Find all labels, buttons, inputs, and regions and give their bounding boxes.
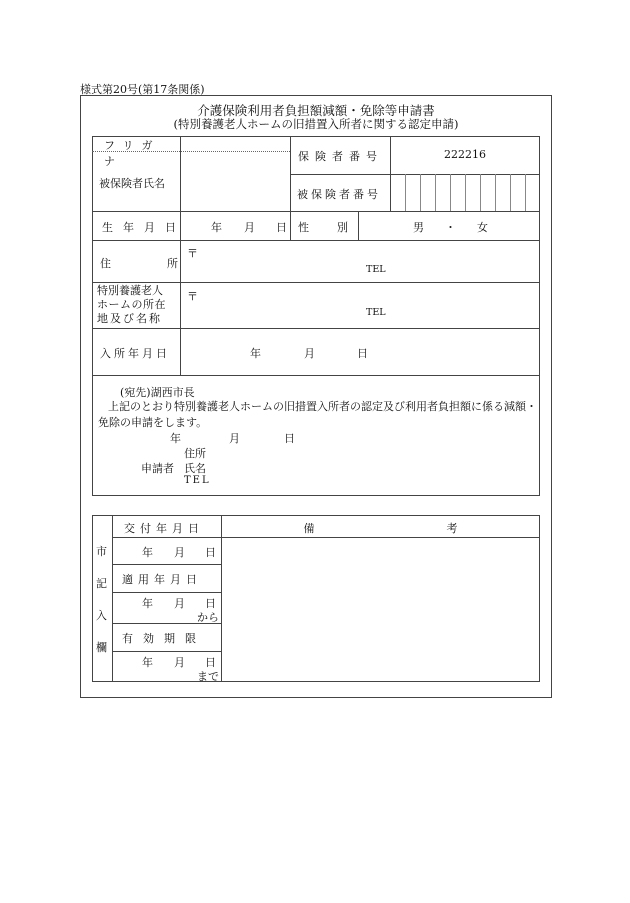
office-side-label-4: 欄 xyxy=(96,641,107,654)
facility-label-line: ホームの所在 xyxy=(97,298,166,311)
effective-day: 日 xyxy=(205,597,216,610)
center-column-divider xyxy=(290,136,291,240)
digit-box-line xyxy=(450,174,451,211)
insured-number-label: 被保険者番号 xyxy=(297,188,381,201)
form-subtitle: (特別養護老人ホームの旧措置入所者に関する認定申請) xyxy=(173,117,459,131)
form-title: 介護保険利用者負担額減額・免除等申請書 xyxy=(197,103,435,118)
validity-day: 日 xyxy=(205,656,216,669)
insurer-divider xyxy=(290,174,540,175)
office-remarks-divider xyxy=(221,515,222,682)
statement xyxy=(98,399,538,431)
facility-tel-label: TEL xyxy=(366,307,386,318)
applicant-address-label: 住所 xyxy=(184,447,206,460)
digit-box-line xyxy=(405,174,406,211)
admission-day: 日 xyxy=(357,347,368,360)
address-postal-mark: 〒 xyxy=(187,247,198,260)
birth-month: 月 xyxy=(244,221,255,234)
office-row-divider xyxy=(112,651,221,652)
row-divider-1 xyxy=(92,211,540,212)
row-divider-2 xyxy=(92,240,540,241)
office-side-label-3: 入 xyxy=(96,609,107,622)
validity-year: 年 xyxy=(142,656,153,669)
addressee: (宛先)湖西市長 xyxy=(120,386,195,399)
office-side-divider xyxy=(112,515,113,682)
birth-day: 日 xyxy=(276,221,287,234)
office-use-table xyxy=(92,515,540,682)
office-side-label-1: 市 xyxy=(96,545,107,558)
form-number: 様式第20号(第17条関係) xyxy=(80,83,205,96)
insurer-number-value: 222216 xyxy=(444,148,486,161)
row-divider-4 xyxy=(92,328,540,329)
apply-year: 年 xyxy=(170,432,181,445)
gender-separator: ・ xyxy=(445,221,456,234)
row-divider-3 xyxy=(92,282,540,283)
facility-postal-mark: 〒 xyxy=(187,290,198,303)
effective-month: 月 xyxy=(174,597,185,610)
birthdate-label: 生年月日 xyxy=(102,221,186,234)
furigana-label xyxy=(104,137,172,169)
apply-day: 日 xyxy=(284,432,295,445)
digit-box-line xyxy=(420,174,421,211)
address-tel-label: TEL xyxy=(366,264,386,275)
applicant-name-label: 氏名 xyxy=(184,462,206,475)
effective-date-label: 適用年月日 xyxy=(122,573,202,586)
apply-month: 月 xyxy=(229,432,240,445)
issue-day: 日 xyxy=(205,546,216,559)
statement-line: 上記のとおり特別養護老人ホームの旧措置入所者の認定及び利用者負担額に係る減額・ xyxy=(108,400,537,413)
digit-box-line xyxy=(465,174,466,211)
validity-month: 月 xyxy=(174,656,185,669)
admission-date-label: 入所年月日 xyxy=(100,347,170,360)
office-row-divider xyxy=(112,537,540,538)
office-row-divider xyxy=(112,564,221,565)
until-label: まで xyxy=(197,670,219,683)
statement-line: 免除の申請をします。 xyxy=(98,416,208,429)
issue-date-label: 交付年月日 xyxy=(124,522,204,535)
issue-year: 年 xyxy=(142,546,153,559)
birth-year: 年 xyxy=(211,221,222,234)
insured-name-label: 被保険者氏名 xyxy=(99,177,165,190)
issue-month: 月 xyxy=(174,546,185,559)
digit-box-line xyxy=(495,174,496,211)
gender-label: 性別 xyxy=(298,221,376,234)
furigana-label-text: フリガナ xyxy=(104,139,161,168)
remarks-label: 備 考 xyxy=(303,522,458,535)
office-side-label-2: 記 xyxy=(96,577,107,590)
facility-label-line: 地及び名称 xyxy=(97,312,162,325)
row-divider-5 xyxy=(92,375,540,376)
effective-year: 年 xyxy=(142,597,153,610)
office-row-divider xyxy=(112,592,221,593)
insurer-number-label: 保険者番号 xyxy=(298,150,383,163)
applicant-tel-label: TEL xyxy=(184,475,211,486)
facility-label xyxy=(97,284,166,326)
from-label: から xyxy=(197,611,219,624)
facility-label-line: 特別養護老人 xyxy=(97,284,163,297)
applicant-label: 申請者 xyxy=(141,462,174,475)
admission-month: 月 xyxy=(304,347,315,360)
validity-label: 有効期限 xyxy=(122,632,206,645)
admission-year: 年 xyxy=(250,347,261,360)
address-label: 住所 xyxy=(100,257,234,270)
digit-box-line xyxy=(525,174,526,211)
digit-box-line xyxy=(480,174,481,211)
gender-male[interactable]: 男 xyxy=(413,221,424,234)
digit-box-line xyxy=(435,174,436,211)
gender-female[interactable]: 女 xyxy=(477,221,488,234)
digit-box-line xyxy=(510,174,511,211)
